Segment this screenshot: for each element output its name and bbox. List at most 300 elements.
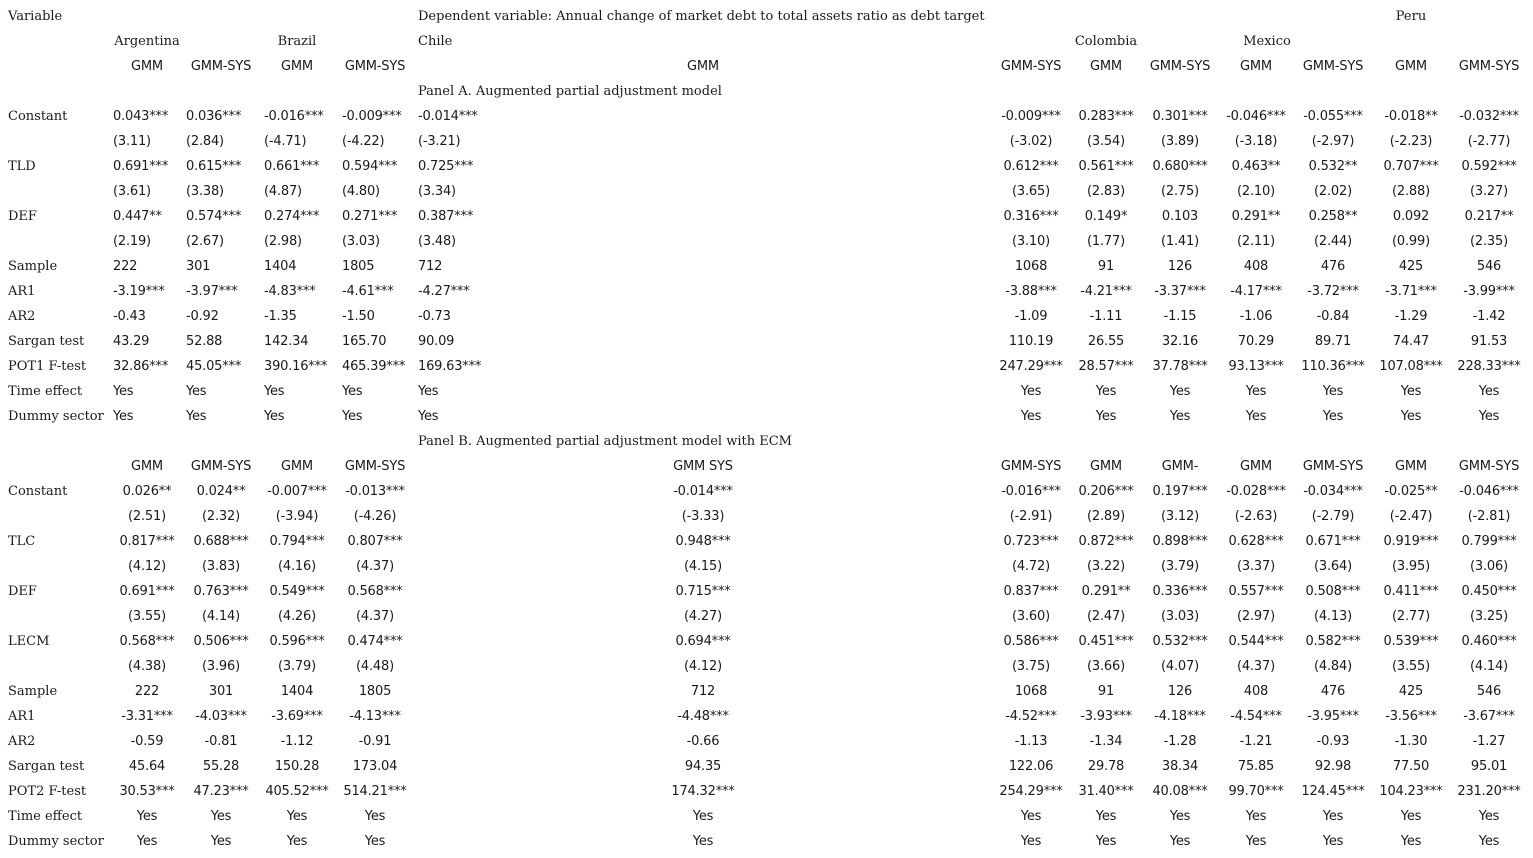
table-cell: 222 bbox=[113, 259, 138, 274]
row-label: TLD bbox=[8, 159, 36, 174]
table-cell: 91 bbox=[1097, 259, 1115, 274]
table-cell: 0.258** bbox=[1308, 209, 1358, 224]
table-cell: 110.19 bbox=[1008, 334, 1054, 349]
table-cell: -1.30 bbox=[1394, 734, 1428, 749]
table-cell: 0.794*** bbox=[269, 534, 325, 549]
table-cell: 0.817*** bbox=[119, 534, 175, 549]
table-cell: -4.61*** bbox=[342, 284, 394, 299]
table-cell: Yes bbox=[1322, 834, 1344, 849]
table-cell: (2.88) bbox=[1392, 184, 1430, 199]
table-cell: -0.025** bbox=[1384, 484, 1438, 499]
method-header: GMM-SYS bbox=[1458, 59, 1520, 74]
table-cell: -0.032*** bbox=[1459, 109, 1519, 124]
table-cell: -1.28 bbox=[1163, 734, 1197, 749]
table-cell: (-3.02) bbox=[1009, 134, 1053, 149]
table-cell: -0.007*** bbox=[267, 484, 327, 499]
table-cell: -0.43 bbox=[113, 309, 146, 324]
table-cell: 0.206*** bbox=[1078, 484, 1134, 499]
table-cell: (3.03) bbox=[1161, 609, 1199, 624]
table-cell: 142.34 bbox=[264, 334, 309, 349]
method-header: GMM bbox=[1240, 459, 1272, 474]
table-cell: (2.44) bbox=[1314, 234, 1352, 249]
table-cell: 0.628*** bbox=[1228, 534, 1284, 549]
table-cell: 408 bbox=[1243, 684, 1269, 699]
table-cell: 0.532** bbox=[1308, 159, 1358, 174]
method-header: GMM bbox=[687, 59, 719, 74]
method-header: GMM bbox=[131, 59, 163, 74]
table-cell: 0.707*** bbox=[1383, 159, 1439, 174]
table-cell: 0.474*** bbox=[347, 634, 403, 649]
table-cell: (-4.26) bbox=[353, 509, 397, 524]
table-cell: Yes bbox=[1020, 409, 1042, 424]
table-cell: 45.64 bbox=[128, 759, 166, 774]
table-cell: -3.56*** bbox=[1385, 709, 1437, 724]
table-cell: Yes bbox=[1169, 409, 1191, 424]
table-cell: 165.70 bbox=[342, 334, 387, 349]
table-cell: 0.561*** bbox=[1078, 159, 1134, 174]
table-cell: (3.38) bbox=[186, 184, 224, 199]
row-label: Sample bbox=[8, 684, 58, 699]
table-cell: (3.83) bbox=[202, 559, 240, 574]
method-header: GMM-SYS bbox=[190, 459, 252, 474]
table-cell: 89.71 bbox=[1314, 334, 1352, 349]
table-cell: 0.103 bbox=[1161, 209, 1199, 224]
table-cell: 1404 bbox=[264, 259, 297, 274]
table-cell: 43.29 bbox=[113, 334, 150, 349]
table-cell: -0.73 bbox=[418, 309, 451, 324]
table-cell: 0.661*** bbox=[264, 159, 320, 174]
table-cell: (-2.91) bbox=[1009, 509, 1053, 524]
table-cell: Yes bbox=[418, 409, 439, 424]
table-cell: -3.88*** bbox=[1005, 284, 1057, 299]
table-cell: 104.23*** bbox=[1379, 784, 1443, 799]
table-cell: Yes bbox=[1478, 409, 1500, 424]
method-header: GMM-SYS bbox=[1000, 59, 1062, 74]
country-header: Argentina bbox=[114, 34, 180, 49]
table-cell: (2.11) bbox=[1237, 234, 1275, 249]
table-cell: Yes bbox=[264, 409, 285, 424]
table-cell: (3.48) bbox=[418, 234, 456, 249]
table-cell: -4.17*** bbox=[1230, 284, 1282, 299]
table-cell: (-3.33) bbox=[681, 509, 725, 524]
table-cell: 1068 bbox=[1014, 259, 1048, 274]
table-cell: 228.33*** bbox=[1457, 359, 1521, 374]
table-cell: 0.688*** bbox=[193, 534, 249, 549]
row-label: AR2 bbox=[8, 734, 36, 749]
table-cell: 254.29*** bbox=[999, 784, 1063, 799]
table-cell: -1.15 bbox=[1163, 309, 1197, 324]
table-cell: -4.54*** bbox=[1230, 709, 1282, 724]
method-header: GMM bbox=[1395, 459, 1427, 474]
table-cell: 0.574*** bbox=[186, 209, 242, 224]
table-cell: (2.98) bbox=[264, 234, 302, 249]
table-cell: Yes bbox=[1169, 384, 1191, 399]
table-cell: 0.691*** bbox=[119, 584, 175, 599]
table-cell: 0.919*** bbox=[1383, 534, 1439, 549]
table-cell: 0.680*** bbox=[1152, 159, 1208, 174]
table-cell: (-3.18) bbox=[1234, 134, 1278, 149]
table-cell: 425 bbox=[1398, 684, 1424, 699]
table-cell: (-4.71) bbox=[264, 134, 307, 149]
table-cell: 408 bbox=[1243, 259, 1269, 274]
table-cell: Yes bbox=[1322, 809, 1344, 824]
table-cell: 107.08*** bbox=[1379, 359, 1443, 374]
table-cell: 0.948*** bbox=[675, 534, 731, 549]
table-cell: -3.97*** bbox=[186, 284, 238, 299]
table-cell: Yes bbox=[186, 384, 207, 399]
table-cell: Yes bbox=[1478, 834, 1500, 849]
table-cell: (4.13) bbox=[1314, 609, 1352, 624]
table-cell: 476 bbox=[1320, 259, 1346, 274]
table-cell: 0.506*** bbox=[193, 634, 249, 649]
table-cell: Yes bbox=[364, 834, 386, 849]
table-cell: 173.04 bbox=[352, 759, 398, 774]
table-cell: 99.70*** bbox=[1228, 784, 1284, 799]
table-cell: (4.48) bbox=[356, 659, 394, 674]
table-cell: -0.013*** bbox=[345, 484, 405, 499]
table-cell: 94.35 bbox=[684, 759, 722, 774]
table-cell: 390.16*** bbox=[264, 359, 328, 374]
table-cell: (2.47) bbox=[1087, 609, 1125, 624]
row-label: Time effect bbox=[8, 384, 83, 399]
method-header: GMM bbox=[1240, 59, 1272, 74]
table-cell: 0.691*** bbox=[113, 159, 169, 174]
table-cell: 0.387*** bbox=[418, 209, 474, 224]
table-cell: (2.89) bbox=[1087, 509, 1125, 524]
table-cell: Yes bbox=[264, 384, 285, 399]
table-cell: 1805 bbox=[342, 259, 375, 274]
table-cell: (0.99) bbox=[1392, 234, 1430, 249]
table-cell: (4.15) bbox=[684, 559, 722, 574]
method-header: GMM bbox=[131, 459, 163, 474]
table-cell: (4.26) bbox=[278, 609, 316, 624]
table-cell: -0.014*** bbox=[418, 109, 478, 124]
table-cell: (2.77) bbox=[1392, 609, 1430, 624]
table-cell: (3.61) bbox=[113, 184, 151, 199]
table-cell: -1.35 bbox=[264, 309, 297, 324]
table-cell: (2.84) bbox=[186, 134, 224, 149]
table-cell: 0.274*** bbox=[264, 209, 320, 224]
table-cell: 0.694*** bbox=[675, 634, 731, 649]
row-label: LECM bbox=[8, 634, 50, 649]
table-cell: 0.872*** bbox=[1078, 534, 1134, 549]
table-cell: Yes bbox=[136, 809, 158, 824]
row-label: Sample bbox=[8, 259, 58, 274]
table-cell: (-4.22) bbox=[342, 134, 385, 149]
table-cell: -0.91 bbox=[358, 734, 392, 749]
table-cell: -4.83*** bbox=[264, 284, 316, 299]
table-cell: -3.99*** bbox=[1463, 284, 1515, 299]
table-cell: 247.29*** bbox=[999, 359, 1063, 374]
table-cell: Yes bbox=[692, 809, 714, 824]
table-cell: -0.84 bbox=[1316, 309, 1350, 324]
table-cell: 405.52*** bbox=[265, 784, 329, 799]
table-cell: (4.14) bbox=[1470, 659, 1508, 674]
country-header: Brazil bbox=[277, 34, 317, 49]
table-cell: 0.612*** bbox=[1003, 159, 1059, 174]
table-cell: 0.283*** bbox=[1078, 109, 1134, 124]
table-cell: Yes bbox=[364, 809, 386, 824]
table-cell: (2.75) bbox=[1161, 184, 1199, 199]
table-cell: 0.615*** bbox=[186, 159, 242, 174]
table-cell: 26.55 bbox=[1087, 334, 1125, 349]
table-cell: (2.02) bbox=[1314, 184, 1352, 199]
table-cell: 0.036*** bbox=[186, 109, 242, 124]
table-cell: 47.23*** bbox=[193, 784, 249, 799]
table-cell: Yes bbox=[1245, 409, 1267, 424]
table-cell: -1.09 bbox=[1014, 309, 1048, 324]
table-cell: -4.18*** bbox=[1154, 709, 1206, 724]
table-cell: 40.08*** bbox=[1152, 784, 1208, 799]
table-cell: (4.38) bbox=[128, 659, 166, 674]
table-cell: 0.898*** bbox=[1152, 534, 1208, 549]
table-cell: (3.64) bbox=[1314, 559, 1352, 574]
table-cell: (-2.63) bbox=[1234, 509, 1278, 524]
method-header: GMM-SYS bbox=[190, 59, 252, 74]
row-label: DEF bbox=[8, 584, 37, 599]
table-cell: 546 bbox=[1476, 684, 1502, 699]
table-cell: -4.27*** bbox=[418, 284, 470, 299]
table-cell: (3.79) bbox=[278, 659, 316, 674]
table-cell: 0.336*** bbox=[1152, 584, 1208, 599]
table-cell: (4.72) bbox=[1012, 559, 1050, 574]
table-cell: -0.055*** bbox=[1303, 109, 1363, 124]
table-cell: -1.50 bbox=[342, 309, 375, 324]
table-cell: 0.568*** bbox=[347, 584, 403, 599]
table-cell: (3.22) bbox=[1087, 559, 1125, 574]
table-cell: 126 bbox=[1167, 684, 1193, 699]
table-cell: (2.35) bbox=[1470, 234, 1508, 249]
table-cell: Yes bbox=[1020, 834, 1042, 849]
table-cell: Yes bbox=[1020, 809, 1042, 824]
table-cell: 0.508*** bbox=[1305, 584, 1361, 599]
table-cell: 90.09 bbox=[418, 334, 455, 349]
table-cell: (3.60) bbox=[1012, 609, 1050, 624]
panel-b-title: Panel B. Augmented partial adjustment model with ECM bbox=[418, 434, 792, 449]
table-cell: Yes bbox=[1169, 809, 1191, 824]
table-cell: -1.12 bbox=[280, 734, 314, 749]
table-cell: Yes bbox=[342, 384, 363, 399]
table-cell: 0.586*** bbox=[1003, 634, 1059, 649]
table-cell: 0.799*** bbox=[1461, 534, 1517, 549]
table-cell: -3.37*** bbox=[1154, 284, 1206, 299]
table-cell: -4.03*** bbox=[195, 709, 247, 724]
table-cell: Yes bbox=[286, 834, 308, 849]
table-cell: Yes bbox=[1322, 384, 1344, 399]
table-cell: 169.63*** bbox=[418, 359, 482, 374]
method-header: GMM-SYS bbox=[344, 459, 406, 474]
table-cell: (3.75) bbox=[1012, 659, 1050, 674]
table-cell: 74.47 bbox=[1392, 334, 1430, 349]
row-label: Time effect bbox=[8, 809, 83, 824]
method-header: GMM-SYS bbox=[1000, 459, 1062, 474]
table-cell: 0.532*** bbox=[1152, 634, 1208, 649]
table-cell: 0.149* bbox=[1084, 209, 1128, 224]
table-cell: Yes bbox=[1245, 809, 1267, 824]
method-header: GMM SYS bbox=[673, 459, 733, 474]
row-label: AR1 bbox=[8, 709, 36, 724]
table-cell: 110.36*** bbox=[1301, 359, 1365, 374]
table-cell: (1.41) bbox=[1161, 234, 1199, 249]
table-cell: (3.12) bbox=[1161, 509, 1199, 524]
table-cell: -3.71*** bbox=[1385, 284, 1437, 299]
table-cell: (2.51) bbox=[128, 509, 166, 524]
table-cell: (-2.79) bbox=[1311, 509, 1355, 524]
table-cell: -3.93*** bbox=[1080, 709, 1132, 724]
method-header: GMM-SYS bbox=[1458, 459, 1520, 474]
table-cell: 465.39*** bbox=[342, 359, 406, 374]
table-cell: 126 bbox=[1167, 259, 1193, 274]
table-cell: (2.10) bbox=[1237, 184, 1275, 199]
table-cell: 91.53 bbox=[1470, 334, 1508, 349]
table-cell: 37.78*** bbox=[1152, 359, 1208, 374]
table-cell: (4.27) bbox=[684, 609, 722, 624]
table-cell: Yes bbox=[692, 834, 714, 849]
table-cell: Yes bbox=[136, 834, 158, 849]
table-cell: 0.596*** bbox=[269, 634, 325, 649]
table-cell: 95.01 bbox=[1470, 759, 1508, 774]
row-label: TLC bbox=[8, 534, 36, 549]
table-cell: -4.13*** bbox=[349, 709, 401, 724]
table-cell: -0.016*** bbox=[1001, 484, 1061, 499]
table-cell: (2.19) bbox=[113, 234, 151, 249]
method-header: GMM-SYS bbox=[1302, 59, 1364, 74]
table-cell: Yes bbox=[1095, 834, 1117, 849]
table-title: Dependent variable: Annual change of market debt to total assets ratio as debt target bbox=[418, 9, 985, 24]
table-cell: -1.29 bbox=[1394, 309, 1428, 324]
table-cell: Yes bbox=[1245, 384, 1267, 399]
table-cell: -0.018** bbox=[1384, 109, 1438, 124]
row-label: Sargan test bbox=[8, 759, 85, 774]
table-cell: (3.96) bbox=[202, 659, 240, 674]
table-cell: 476 bbox=[1320, 684, 1346, 699]
method-header: GMM bbox=[281, 459, 313, 474]
table-cell: Yes bbox=[418, 384, 439, 399]
table-cell: -3.69*** bbox=[271, 709, 323, 724]
table-cell: Yes bbox=[1245, 834, 1267, 849]
table-cell: 32.86*** bbox=[113, 359, 169, 374]
table-cell: (4.37) bbox=[1237, 659, 1275, 674]
table-cell: 0.463** bbox=[1231, 159, 1281, 174]
table-cell: Yes bbox=[1400, 834, 1422, 849]
table-cell: 0.557*** bbox=[1228, 584, 1284, 599]
table-cell: (4.84) bbox=[1314, 659, 1352, 674]
table-cell: (3.95) bbox=[1392, 559, 1430, 574]
table-cell: Yes bbox=[1095, 809, 1117, 824]
table-cell: 0.460*** bbox=[1461, 634, 1517, 649]
table-cell: 91 bbox=[1097, 684, 1115, 699]
table-cell: -4.52*** bbox=[1005, 709, 1057, 724]
table-cell: 93.13*** bbox=[1228, 359, 1284, 374]
table-cell: -4.48*** bbox=[677, 709, 729, 724]
table-cell: 174.32*** bbox=[671, 784, 735, 799]
table-cell: (2.67) bbox=[186, 234, 224, 249]
table-cell: (3.55) bbox=[1392, 659, 1430, 674]
table-cell: -0.66 bbox=[686, 734, 720, 749]
table-cell: Yes bbox=[113, 409, 134, 424]
table-cell: 1068 bbox=[1014, 684, 1048, 699]
table-cell: (4.12) bbox=[128, 559, 166, 574]
table-cell: Yes bbox=[342, 409, 363, 424]
table-cell: -3.19*** bbox=[113, 284, 165, 299]
table-cell: (3.34) bbox=[418, 184, 456, 199]
table-cell: 0.043*** bbox=[113, 109, 169, 124]
table-cell: Yes bbox=[1322, 409, 1344, 424]
table-cell: 0.271*** bbox=[342, 209, 398, 224]
table-cell: -0.009*** bbox=[342, 109, 402, 124]
table-cell: -0.59 bbox=[130, 734, 164, 749]
row-label: Constant bbox=[8, 109, 68, 124]
row-label: Dummy sector bbox=[8, 834, 104, 849]
table-cell: (-2.23) bbox=[1389, 134, 1433, 149]
table-cell: Yes bbox=[113, 384, 134, 399]
table-cell: 77.50 bbox=[1392, 759, 1430, 774]
table-cell: -1.11 bbox=[1089, 309, 1123, 324]
table-cell: (3.27) bbox=[1470, 184, 1508, 199]
table-cell: (3.55) bbox=[128, 609, 166, 624]
table-cell: -0.014*** bbox=[673, 484, 733, 499]
table-cell: 425 bbox=[1398, 259, 1424, 274]
table-cell: -0.028*** bbox=[1226, 484, 1286, 499]
method-header: GMM-SYS bbox=[1149, 59, 1211, 74]
table-cell: 301 bbox=[186, 259, 211, 274]
country-header: Colombia bbox=[1074, 34, 1138, 49]
table-cell: (2.83) bbox=[1087, 184, 1125, 199]
table-cell: (2.97) bbox=[1237, 609, 1275, 624]
table-cell: 45.05*** bbox=[186, 359, 242, 374]
table-cell: (3.11) bbox=[113, 134, 151, 149]
table-cell: (-2.47) bbox=[1389, 509, 1433, 524]
method-header: GMM bbox=[1090, 459, 1122, 474]
table-cell: 0.217** bbox=[1464, 209, 1514, 224]
table-cell: 124.45*** bbox=[1301, 784, 1365, 799]
table-cell: 0.549*** bbox=[269, 584, 325, 599]
table-cell: Yes bbox=[286, 809, 308, 824]
table-cell: 0.592*** bbox=[1461, 159, 1517, 174]
table-cell: 0.024** bbox=[196, 484, 246, 499]
table-cell: 0.544*** bbox=[1228, 634, 1284, 649]
table-cell: 31.40*** bbox=[1078, 784, 1134, 799]
header-variable: Variable bbox=[8, 9, 63, 24]
table-cell: -0.046*** bbox=[1226, 109, 1286, 124]
table-cell: 0.568*** bbox=[119, 634, 175, 649]
table-cell: 0.539*** bbox=[1383, 634, 1439, 649]
row-label: Sargan test bbox=[8, 334, 85, 349]
table-cell: -4.21*** bbox=[1080, 284, 1132, 299]
table-cell: 514.21*** bbox=[343, 784, 407, 799]
table-cell: 70.29 bbox=[1237, 334, 1275, 349]
table-cell: (3.10) bbox=[1012, 234, 1050, 249]
table-cell: 28.57*** bbox=[1078, 359, 1134, 374]
table-cell: (1.77) bbox=[1087, 234, 1125, 249]
method-header: GMM-SYS bbox=[1302, 459, 1364, 474]
table-cell: Yes bbox=[1400, 409, 1422, 424]
table-cell: 0.582*** bbox=[1305, 634, 1361, 649]
table-cell: 0.092 bbox=[1392, 209, 1430, 224]
table-cell: 546 bbox=[1476, 259, 1502, 274]
table-cell: 29.78 bbox=[1087, 759, 1125, 774]
row-label: POT2 F-test bbox=[8, 784, 87, 799]
table-cell: Yes bbox=[1478, 809, 1500, 824]
table-cell: 0.197*** bbox=[1152, 484, 1208, 499]
table-cell: -1.27 bbox=[1472, 734, 1506, 749]
table-cell: Yes bbox=[210, 809, 232, 824]
table-cell: (4.87) bbox=[264, 184, 302, 199]
method-header: GMM bbox=[1395, 59, 1427, 74]
table-cell: -3.67*** bbox=[1463, 709, 1515, 724]
table-cell: 92.98 bbox=[1314, 759, 1352, 774]
table-cell: Yes bbox=[186, 409, 207, 424]
